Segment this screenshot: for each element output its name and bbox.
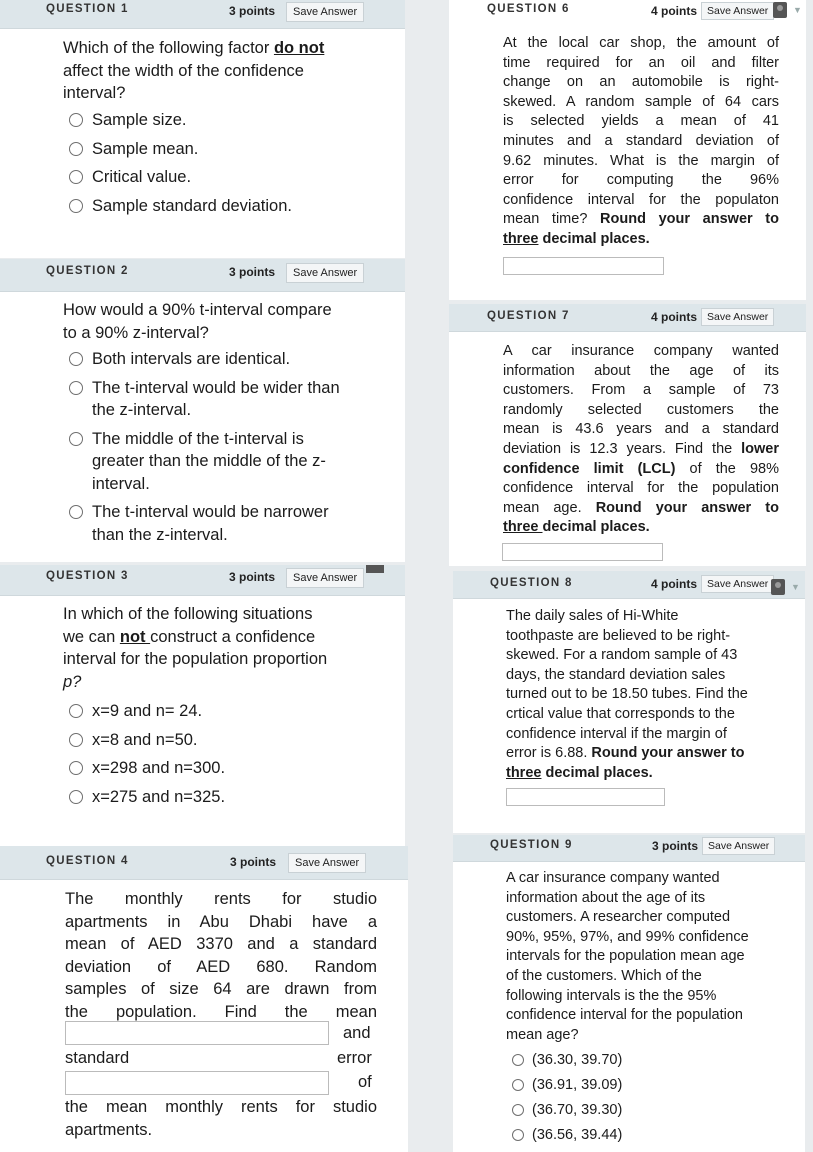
answer-option[interactable] xyxy=(69,729,225,752)
option-label: (36.30, 39.70) xyxy=(532,1052,623,1068)
question-text-line: mean time? xyxy=(503,211,601,228)
save-answer-button[interactable]: Save Answer xyxy=(286,263,364,283)
question-text-line: crtical value that corresponds to the xyxy=(506,705,735,722)
question-points: 3 points xyxy=(229,570,276,584)
answer-option[interactable] xyxy=(69,377,340,422)
question-text-line: randomly selected customers the xyxy=(503,401,779,418)
option-label: (36.91, 39.09) xyxy=(532,1077,623,1093)
question-text-line: affect the width of the confidence xyxy=(63,61,304,80)
question-text-line: change on an automobile is right- xyxy=(503,74,779,91)
question-3-panel xyxy=(0,565,405,850)
question-text-line: deviation is 12.3 years. Find the xyxy=(503,440,742,457)
question-text-line: skewed. For a random sample of 43 xyxy=(506,647,738,664)
question-points: 3 points xyxy=(229,4,276,18)
option-line: greater than the middle of the z- xyxy=(92,452,326,470)
question-8-panel xyxy=(453,571,805,833)
chevron-down-icon: ▼ xyxy=(791,582,800,592)
question-text-line: to a 90% z-interval? xyxy=(63,323,209,342)
option-label xyxy=(92,428,326,496)
answer-option[interactable] xyxy=(512,1075,622,1095)
answer-options xyxy=(69,348,340,552)
question-text-line: mean age. xyxy=(503,499,596,516)
answer-option[interactable] xyxy=(69,501,340,546)
question-text-line: The monthly rents for studio xyxy=(65,890,377,908)
question-1-panel xyxy=(0,0,405,258)
question-label: QUESTION 3 xyxy=(46,570,129,582)
question-text-line: we can xyxy=(63,627,120,646)
question-4-header xyxy=(0,846,408,880)
emphasis-decimal-places: decimal places. xyxy=(538,230,650,247)
question-label: QUESTION 6 xyxy=(487,3,570,15)
question-text-line: information about the age of its xyxy=(503,362,779,379)
question-text xyxy=(65,888,377,1023)
question-text-line: and xyxy=(343,1024,371,1042)
save-answer-button[interactable]: Save Answer xyxy=(286,2,364,22)
question-text-line: is selected yields a mean of 41 xyxy=(503,113,779,130)
question-text-line: skewed. A random sample of 64 cars xyxy=(503,93,779,110)
emphasis-round: Round your answer to xyxy=(595,499,779,516)
question-points: 4 points xyxy=(651,4,698,18)
option-line: than the z-interval. xyxy=(92,525,228,544)
emphasis-round: Round your answer to xyxy=(600,211,779,228)
question-text-line: samples of size 64 are drawn from xyxy=(65,980,377,998)
question-text-line: mean is 43.6 years and a standard xyxy=(503,421,779,438)
mean-answer-input[interactable] xyxy=(65,1021,329,1045)
chevron-down-icon: ▼ xyxy=(793,5,802,15)
question-text-line: The daily sales of Hi-White xyxy=(506,608,679,624)
option-label: Sample size. xyxy=(92,111,187,129)
question-6-panel xyxy=(449,0,806,300)
question-text-line: mean of AED 3370 and a standard xyxy=(65,935,377,953)
emphasis-not: not xyxy=(119,627,151,646)
option-label: Sample standard deviation. xyxy=(92,196,292,215)
option-line: the z-interval. xyxy=(92,401,192,419)
option-label: x=298 and n=300. xyxy=(92,759,226,777)
standard-error-answer-input[interactable] xyxy=(65,1071,329,1095)
option-label: x=8 and n=50. xyxy=(92,730,198,749)
option-line: The middle of the t-interval is xyxy=(92,429,304,448)
question-text-line: In which of the following situations xyxy=(63,605,313,623)
save-answer-button[interactable]: Save Answer xyxy=(286,568,364,588)
option-label: (36.56, 39.44) xyxy=(532,1127,623,1143)
question-3-header xyxy=(0,565,405,596)
option-label xyxy=(92,501,329,546)
question-text-line: apartments. xyxy=(65,1120,153,1139)
question-text-line: confidence interval for the population xyxy=(503,480,779,497)
question-2-panel xyxy=(0,259,405,562)
question-text xyxy=(503,34,779,250)
answer-option[interactable] xyxy=(69,700,225,723)
radio-button-icon[interactable] xyxy=(512,1054,524,1066)
option-label: x=275 and n=325. xyxy=(92,787,226,806)
save-answer-button[interactable]: Save Answer xyxy=(701,2,774,20)
answer-options xyxy=(512,1050,622,1150)
question-text-line: At the local car shop, the amount of xyxy=(503,35,779,51)
radio-button-icon[interactable] xyxy=(69,142,83,156)
question-text-line: customers. From a sample of 73 xyxy=(503,382,779,399)
answer-options xyxy=(69,109,292,223)
radio-button-icon[interactable] xyxy=(69,790,83,804)
question-text-line: intervals for the population mean age xyxy=(506,948,745,965)
question-text xyxy=(63,37,324,105)
option-label: Both intervals are identical. xyxy=(92,350,291,368)
option-label: x=9 and n= 24. xyxy=(92,702,203,720)
question-text-line: 9.62 minutes. What is the margin of xyxy=(503,152,779,169)
radio-button-icon[interactable] xyxy=(69,113,83,127)
question-text-line: customers. A researcher computed xyxy=(506,909,731,926)
emphasis-round: Round your answer to xyxy=(591,745,745,762)
question-label: QUESTION 1 xyxy=(46,3,129,15)
question-text-line: construct a confidence xyxy=(150,627,316,646)
critical-value-answer-input[interactable] xyxy=(506,788,665,806)
question-label: QUESTION 4 xyxy=(46,855,129,867)
answer-option[interactable] xyxy=(69,348,340,371)
question-text xyxy=(506,607,748,783)
radio-button-icon[interactable] xyxy=(69,505,83,519)
question-text-line: interval? xyxy=(63,84,126,102)
option-line: The t-interval would be narrower xyxy=(92,503,329,521)
question-text-line: the population. Find the mean xyxy=(65,1002,377,1021)
answer-option[interactable] xyxy=(69,195,292,218)
answer-options xyxy=(69,700,225,814)
question-text xyxy=(506,869,749,1045)
emphasis-decimal-places: decimal places. xyxy=(541,764,653,781)
answer-option[interactable] xyxy=(69,109,292,132)
question-text-line: error xyxy=(337,1049,372,1067)
question-points: 4 points xyxy=(651,577,698,591)
question-text-line: error is 6.88. xyxy=(506,745,592,762)
radio-button-icon[interactable] xyxy=(69,733,83,747)
emphasis-do-not: do not xyxy=(273,39,325,57)
radio-button-icon[interactable] xyxy=(69,352,83,366)
radio-button-icon[interactable] xyxy=(69,432,83,446)
question-text xyxy=(503,342,779,538)
question-text-line: A car insurance company wanted xyxy=(503,343,779,359)
option-label: Sample mean. xyxy=(92,139,199,158)
save-answer-button[interactable]: Save Answer xyxy=(702,837,775,855)
question-points: 4 points xyxy=(651,310,698,324)
question-text-line: mean age? xyxy=(506,1026,579,1043)
option-line: The t-interval would be wider than xyxy=(92,378,340,397)
emphasis-decimal-places: decimal places. xyxy=(542,519,650,536)
user-avatar-icon xyxy=(773,2,787,18)
question-8-header xyxy=(453,571,805,599)
emphasis-three: three xyxy=(503,519,543,536)
emphasis-lower: lower xyxy=(741,440,779,457)
question-text xyxy=(65,1096,377,1141)
question-text xyxy=(63,603,327,693)
question-text-line: information about the age of its xyxy=(506,889,706,906)
radio-button-icon[interactable] xyxy=(69,381,83,395)
question-label: QUESTION 8 xyxy=(490,577,573,589)
question-points: 3 points xyxy=(229,265,276,279)
question-6-header xyxy=(449,0,806,24)
emphasis-three: three xyxy=(506,764,542,781)
question-text-line: of the customers. Which of the xyxy=(506,967,702,984)
answer-option[interactable] xyxy=(69,428,340,496)
question-text-line: confidence interval if the margin of xyxy=(506,725,727,742)
answer-option[interactable] xyxy=(69,786,225,809)
question-text-line: deviation of AED 680. Random xyxy=(65,957,377,976)
question-text-line: A car insurance company wanted xyxy=(506,870,720,886)
question-text xyxy=(63,299,332,344)
question-text-line: confidence interval for the population xyxy=(506,1007,743,1024)
question-text-line: 90%, 95%, 97%, and 99% confidence xyxy=(506,928,749,945)
answer-option[interactable] xyxy=(512,1125,622,1145)
question-text-line: How would a 90% t-interval compare xyxy=(63,301,332,319)
user-avatar-icon xyxy=(366,565,384,573)
question-text-line: turned out to be 18.50 tubes. Find the xyxy=(506,686,748,703)
radio-button-icon[interactable] xyxy=(69,199,83,213)
option-label xyxy=(92,377,340,422)
option-label: Critical value. xyxy=(92,168,192,186)
radio-button-icon[interactable] xyxy=(69,170,83,184)
question-9-header xyxy=(453,835,805,862)
question-9-panel xyxy=(453,835,805,1152)
question-text-line: the mean monthly rents for studio xyxy=(65,1098,377,1116)
answer-option[interactable] xyxy=(512,1050,622,1070)
radio-button-icon[interactable] xyxy=(69,761,83,775)
question-text-line: following intervals is the the 95% xyxy=(506,987,717,1004)
question-points: 3 points xyxy=(230,855,277,869)
emphasis-lcl: confidence limit (LCL) xyxy=(503,460,676,477)
option-line: interval. xyxy=(92,474,150,493)
question-label: QUESTION 7 xyxy=(487,310,570,322)
save-answer-button[interactable]: Save Answer xyxy=(701,308,774,326)
answer-option[interactable] xyxy=(69,166,292,189)
margin-of-error-answer-input[interactable] xyxy=(503,257,664,275)
question-text-line: interval for the population proportion xyxy=(63,650,328,668)
question-7-header xyxy=(449,304,806,332)
question-text-line: standard xyxy=(65,1049,130,1067)
question-2-header xyxy=(0,259,405,292)
answer-option[interactable] xyxy=(69,757,225,780)
radio-button-icon[interactable] xyxy=(69,704,83,718)
question-text-line: days, the standard deviation sales xyxy=(506,666,726,683)
question-text-line: confidence interval for the populaton xyxy=(503,191,779,208)
question-text-line: time required for an oil and filter xyxy=(503,54,779,71)
question-label: QUESTION 9 xyxy=(490,839,573,851)
question-label: QUESTION 2 xyxy=(46,265,129,277)
radio-button-icon[interactable] xyxy=(512,1079,524,1091)
answer-option[interactable] xyxy=(512,1100,622,1120)
question-text-line: error for computing the 96% xyxy=(503,172,779,189)
save-answer-button[interactable]: Save Answer xyxy=(701,575,774,593)
radio-button-icon[interactable] xyxy=(512,1104,524,1116)
question-text-line: of xyxy=(358,1073,372,1091)
question-1-header xyxy=(0,0,405,29)
lcl-answer-input[interactable] xyxy=(502,543,663,561)
save-answer-button[interactable]: Save Answer xyxy=(288,853,366,873)
question-text-line: of the 98% xyxy=(675,460,779,477)
emphasis-three: three xyxy=(503,230,539,247)
radio-button-icon[interactable] xyxy=(512,1129,524,1141)
question-text-line: p? xyxy=(63,672,82,691)
user-avatar-icon xyxy=(771,579,785,595)
answer-option[interactable] xyxy=(69,138,292,161)
question-text-line: minutes and a standard deviation of xyxy=(503,132,779,149)
question-points: 3 points xyxy=(652,839,699,853)
question-text-line: Which of the following factor xyxy=(63,39,274,57)
question-text-line: apartments in Abu Dhabi have a xyxy=(65,912,377,931)
question-text-line: toothpaste are believed to be right- xyxy=(506,627,731,644)
option-label: (36.70, 39.30) xyxy=(532,1102,623,1118)
question-7-panel xyxy=(449,304,806,566)
question-4-panel xyxy=(0,846,408,1152)
